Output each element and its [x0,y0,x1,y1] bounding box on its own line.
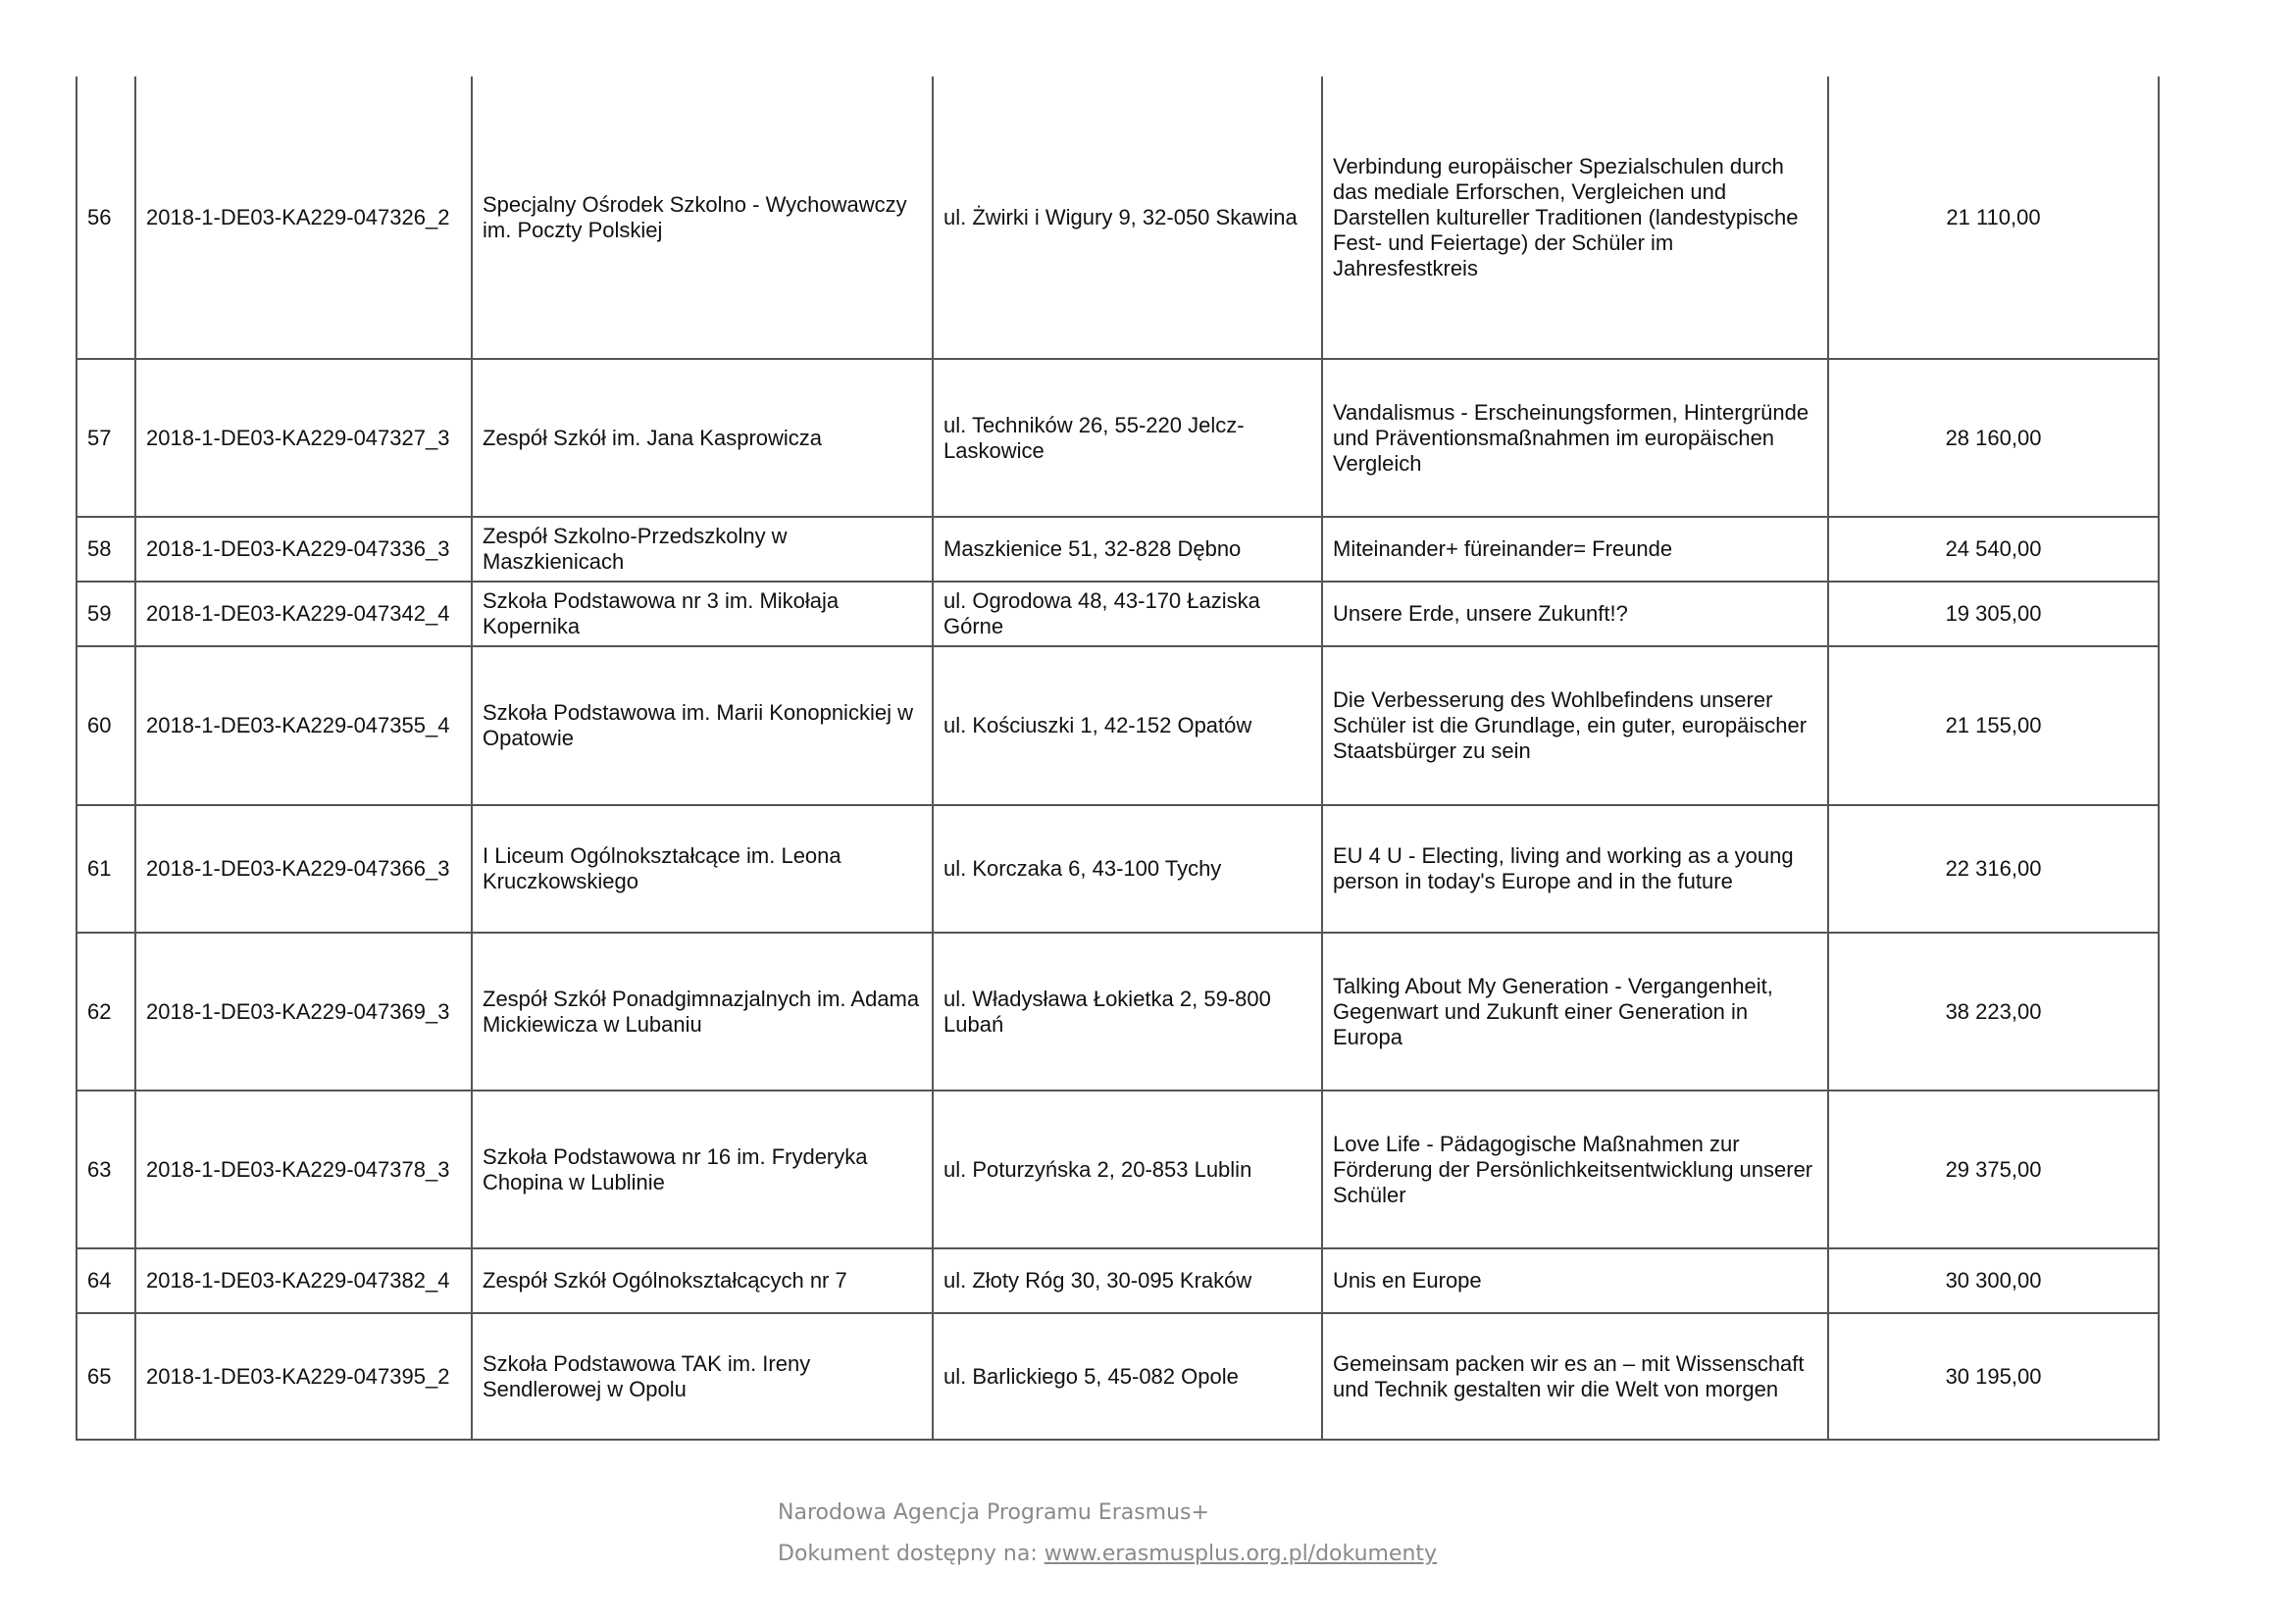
project-id: 2018-1-DE03-KA229-047355_4 [135,646,472,805]
project-id: 2018-1-DE03-KA229-047378_3 [135,1091,472,1248]
grants-table [76,76,2160,1441]
row-number: 63 [76,1091,135,1248]
institution-address: ul. Władysława Łokietka 2, 59-800 Lubań [933,933,1322,1091]
project-id: 2018-1-DE03-KA229-047382_4 [135,1248,472,1313]
project-title: Die Verbesserung des Wohlbefindens unserer Schüler ist die Grundlage, ein guter, europäischer Staatsbürger zu sein [1322,646,1828,805]
institution-name: Szkoła Podstawowa TAK im. Ireny Sendlerowej w Opolu [472,1313,933,1440]
institution-address: ul. Złoty Róg 30, 30-095 Kraków [933,1248,1322,1313]
institution-name: Specjalny Ośrodek Szkolno - Wychowawczy im. Poczty Polskiej [472,76,933,359]
table-row [76,359,2159,517]
project-id: 2018-1-DE03-KA229-047326_2 [135,76,472,359]
institution-name: Szkoła Podstawowa im. Marii Konopnickiej w Opatowie [472,646,933,805]
project-id: 2018-1-DE03-KA229-047395_2 [135,1313,472,1440]
documents-link[interactable]: www.erasmusplus.org.pl/dokumenty [1044,1542,1438,1566]
row-number: 58 [76,517,135,582]
grant-amount: 22 316,00 [1828,805,2159,933]
grant-amount: 30 300,00 [1828,1248,2159,1313]
table-row [76,646,2159,805]
institution-name: Szkoła Podstawowa nr 16 im. Fryderyka Chopina w Lublinie [472,1091,933,1248]
grants-table-body [76,76,2159,1440]
availability-label: Dokument dostępny na: [778,1542,1045,1566]
grant-amount: 38 223,00 [1828,933,2159,1091]
table-row [76,1091,2159,1248]
page-footer [778,1493,1437,1575]
grant-amount: 24 540,00 [1828,517,2159,582]
institution-name: Zespół Szkół Ponadgimnazjalnych im. Adama Mickiewicza w Lubaniu [472,933,933,1091]
project-title: Verbindung europäischer Spezialschulen durch das mediale Erforschen, Vergleichen und Darstellen kultureller Traditionen (landestypische Fest- und Feiertage) der Schüler im Jahresfestkreis [1322,76,1828,359]
institution-address: ul. Barlickiego 5, 45-082 Opole [933,1313,1322,1440]
project-title: Love Life - Pädagogische Maßnahmen zur Förderung der Persönlichkeitsentwicklung unserer Schüler [1322,1091,1828,1248]
grant-amount: 28 160,00 [1828,359,2159,517]
grant-amount: 21 110,00 [1828,76,2159,359]
row-number: 57 [76,359,135,517]
project-id: 2018-1-DE03-KA229-047327_3 [135,359,472,517]
table-row [76,582,2159,646]
agency-name: Narodowa Agencja Programu Erasmus+ [778,1500,1209,1525]
institution-name: I Liceum Ogólnokształcące im. Leona Kruczkowskiego [472,805,933,933]
project-title: Miteinander+ füreinander= Freunde [1322,517,1828,582]
institution-name: Zespół Szkół im. Jana Kasprowicza [472,359,933,517]
project-title: Gemeinsam packen wir es an – mit Wissenschaft und Technik gestalten wir die Welt von morgen [1322,1313,1828,1440]
row-number: 62 [76,933,135,1091]
institution-address: ul. Korczaka 6, 43-100 Tychy [933,805,1322,933]
institution-address: ul. Techników 26, 55-220 Jelcz-Laskowice [933,359,1322,517]
row-number: 56 [76,76,135,359]
table-row [76,1313,2159,1440]
institution-address: ul. Żwirki i Wigury 9, 32-050 Skawina [933,76,1322,359]
project-title: Unis en Europe [1322,1248,1828,1313]
table-row [76,933,2159,1091]
project-id: 2018-1-DE03-KA229-047366_3 [135,805,472,933]
table-row [76,1248,2159,1313]
project-title: EU 4 U - Electing, living and working as a young person in today's Europe and in the future [1322,805,1828,933]
table-row [76,76,2159,359]
grant-amount: 21 155,00 [1828,646,2159,805]
row-number: 60 [76,646,135,805]
table-row [76,517,2159,582]
institution-name: Zespół Szkolno-Przedszkolny w Maszkienicach [472,517,933,582]
grant-amount: 30 195,00 [1828,1313,2159,1440]
document-availability [778,1534,1437,1575]
project-id: 2018-1-DE03-KA229-047369_3 [135,933,472,1091]
grant-amount: 19 305,00 [1828,582,2159,646]
project-title: Vandalismus - Erscheinungsformen, Hintergründe und Präventionsmaßnahmen im europäischen Vergleich [1322,359,1828,517]
row-number: 61 [76,805,135,933]
row-number: 59 [76,582,135,646]
institution-address: ul. Poturzyńska 2, 20-853 Lublin [933,1091,1322,1248]
project-title: Unsere Erde, unsere Zukunft!? [1322,582,1828,646]
project-id: 2018-1-DE03-KA229-047342_4 [135,582,472,646]
institution-address: ul. Kościuszki 1, 42-152 Opatów [933,646,1322,805]
table-row [76,805,2159,933]
institution-name: Zespół Szkół Ogólnokształcących nr 7 [472,1248,933,1313]
row-number: 64 [76,1248,135,1313]
project-title: Talking About My Generation - Vergangenheit, Gegenwart und Zukunft einer Generation in Europa [1322,933,1828,1091]
row-number: 65 [76,1313,135,1440]
institution-name: Szkoła Podstawowa nr 3 im. Mikołaja Kopernika [472,582,933,646]
project-id: 2018-1-DE03-KA229-047336_3 [135,517,472,582]
grant-amount: 29 375,00 [1828,1091,2159,1248]
institution-address: ul. Ogrodowa 48, 43-170 Łaziska Górne [933,582,1322,646]
institution-address: Maszkienice 51, 32-828 Dębno [933,517,1322,582]
